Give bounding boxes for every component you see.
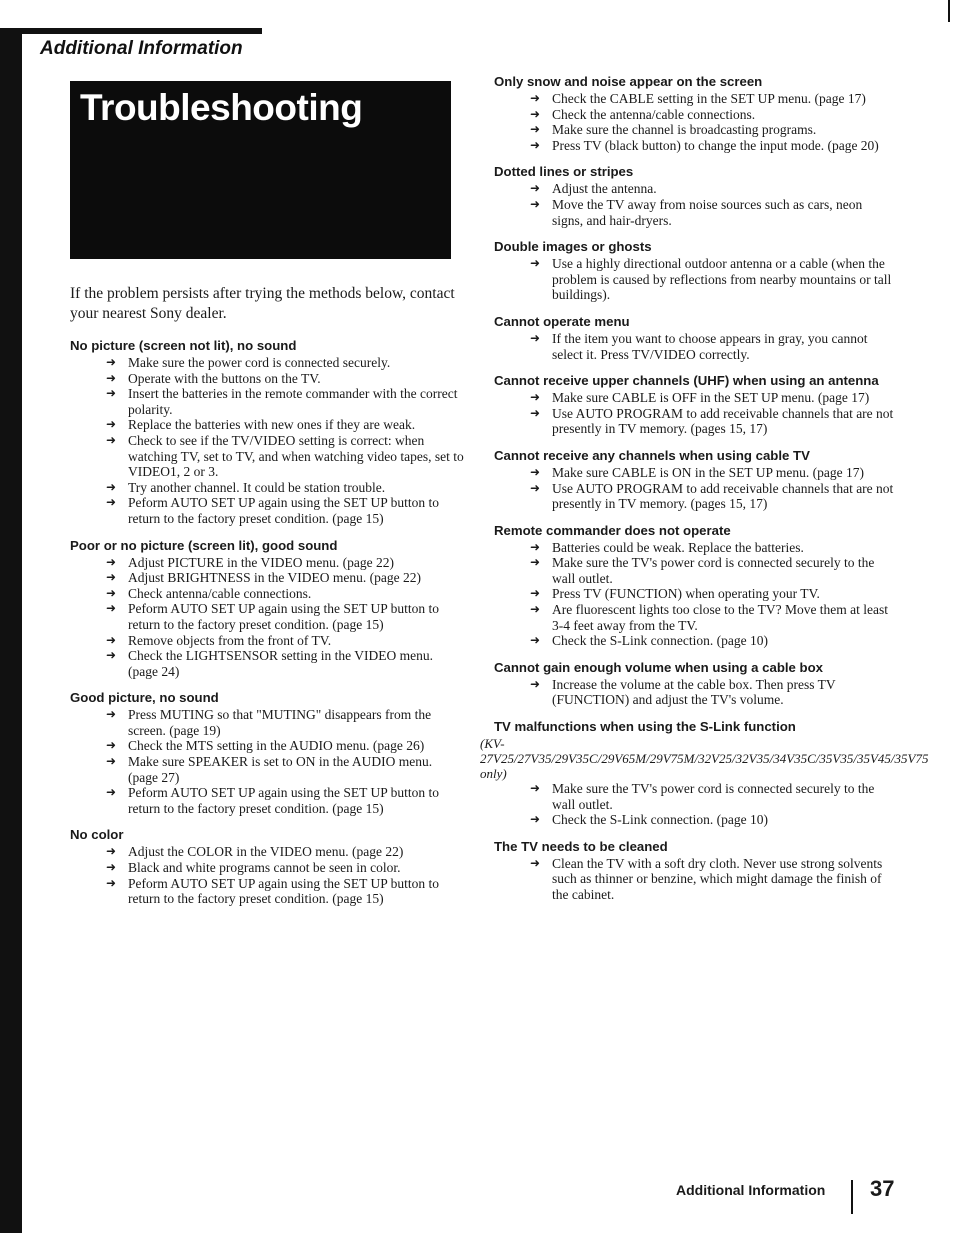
- right-column: [480, 74, 929, 914]
- troubleshooting-section: [494, 239, 894, 303]
- remedy-item: ➜ Peform AUTO SET UP again using the SET UP button to return to the factory preset condition. (page 15): [128, 785, 465, 816]
- troubleshooting-section: [494, 314, 894, 362]
- troubleshooting-section: [494, 660, 894, 708]
- right-sections: [480, 74, 929, 903]
- section-heading: No color: [70, 827, 124, 843]
- remedy-list: [70, 355, 465, 527]
- remedy-item: ➜ Make sure the TV's power cord is connected securely to the wall outlet.: [552, 781, 894, 812]
- section-heading: The TV needs to be cleaned: [494, 838, 668, 854]
- section-heading: Poor or no picture (screen lit), good sound: [70, 537, 338, 553]
- remedy-item: ➜ Use AUTO PROGRAM to add receivable channels that are not presently in TV memory. (pages 15, 17): [552, 481, 894, 512]
- remedy-item: ➜ Move the TV away from noise sources such as cars, neon signs, and hair-dryers.: [552, 197, 894, 228]
- section-heading: Cannot gain enough volume when using a cable box: [494, 659, 823, 675]
- remedy-item: ➜ Check antenna/cable connections.: [128, 586, 465, 602]
- section-heading: Cannot receive any channels when using cable TV: [494, 447, 810, 463]
- section-heading: Remote commander does not operate: [494, 522, 731, 538]
- troubleshooting-section: [70, 690, 465, 816]
- title-banner: [70, 81, 451, 259]
- remedy-item: ➜ Adjust the COLOR in the VIDEO menu. (page 22): [128, 844, 465, 860]
- remedy-item: ➜ Try another channel. It could be station trouble.: [128, 480, 465, 496]
- section-heading: Cannot operate menu: [494, 313, 630, 329]
- remedy-item: ➜ Batteries could be weak. Replace the batteries.: [552, 540, 894, 556]
- remedy-item: ➜ Press MUTING so that "MUTING" disappears from the screen. (page 19): [128, 707, 465, 738]
- troubleshooting-section: [70, 827, 465, 906]
- section-heading: No picture (screen not lit), no sound: [70, 338, 297, 353]
- remedy-item: ➜ Press TV (FUNCTION) when operating your TV.: [552, 586, 894, 602]
- section-label: Additional Information: [40, 38, 243, 59]
- remedy-item: ➜ Use AUTO PROGRAM to add receivable channels that are not presently in TV memory. (pages 15, 17): [552, 406, 894, 437]
- remedy-item: ➜ Use a highly directional outdoor antenna or a cable (when the problem is caused by reflections from nearby mountains or tall buildings).: [552, 256, 894, 303]
- header-rule: [22, 28, 262, 34]
- remedy-item: ➜ Make sure CABLE is ON in the SET UP menu. (page 17): [552, 465, 894, 481]
- troubleshooting-section: [494, 74, 894, 153]
- remedy-item: ➜ Clean the TV with a soft dry cloth. Never use strong solvents such as thinner or benzine, which might damage the finish of the cabinet.: [552, 856, 894, 903]
- remedy-item: ➜ Adjust BRIGHTNESS in the VIDEO menu. (page 22): [128, 570, 465, 586]
- remedy-item: ➜ Make sure the channel is broadcasting programs.: [552, 122, 894, 138]
- remedy-item: ➜ Check the antenna/cable connections.: [552, 107, 894, 123]
- remedy-list: [494, 91, 894, 153]
- model-list: (KV-27V25/27V35/29V35C/29V65M/29V75M/32V25/32V35/34V35C/35V35/35V45/35V75 only): [480, 736, 929, 782]
- remedy-item: ➜ Check the CABLE setting in the SET UP menu. (page 17): [552, 91, 894, 107]
- remedy-list: [494, 331, 894, 362]
- remedy-item: ➜ Check the MTS setting in the AUDIO menu. (page 26): [128, 738, 465, 754]
- remedy-item: ➜ Peform AUTO SET UP again using the SET UP button to return to the factory preset condition. (page 15): [128, 601, 465, 632]
- remedy-item: ➜ Check the S-Link connection. (page 10): [552, 812, 894, 828]
- left-column: [70, 284, 465, 918]
- remedy-item: ➜ Check the LIGHTSENSOR setting in the VIDEO menu. (page 24): [128, 648, 465, 679]
- section-heading: Good picture, no sound: [70, 690, 219, 706]
- page-title: Troubleshooting: [80, 87, 363, 128]
- remedy-item: ➜ Remove objects from the front of TV.: [128, 633, 465, 649]
- remedy-item: ➜ If the item you want to choose appears in gray, you cannot select it. Press TV/VIDEO correctly.: [552, 331, 894, 362]
- remedy-list: [494, 677, 894, 708]
- footer-label: Additional Information: [676, 1182, 826, 1198]
- remedy-list: [494, 781, 894, 828]
- section-heading: TV malfunctions when using the S-Link function: [494, 719, 796, 735]
- footer-divider: [851, 1180, 853, 1214]
- troubleshooting-section: [494, 164, 894, 228]
- remedy-item: ➜ Adjust PICTURE in the VIDEO menu. (page 22): [128, 555, 465, 571]
- remedy-item: ➜ Peform AUTO SET UP again using the SET UP button to return to the factory preset condition. (page 15): [128, 495, 465, 526]
- remedy-list: [494, 390, 894, 437]
- section-heading: Cannot receive upper channels (UHF) when using an antenna: [494, 373, 879, 389]
- troubleshooting-section: [494, 839, 894, 903]
- troubleshooting-section: [480, 719, 929, 828]
- remedy-item: ➜ Insert the batteries in the remote commander with the correct polarity.: [128, 386, 465, 417]
- remedy-item: ➜ Make sure the power cord is connected securely.: [128, 355, 465, 371]
- remedy-item: ➜ Operate with the buttons on the TV.: [128, 371, 465, 387]
- troubleshooting-section: [494, 448, 894, 512]
- left-sections: [70, 338, 465, 907]
- remedy-item: ➜ Are fluorescent lights too close to the TV? Move them at least 3-4 feet away from the TV.: [552, 602, 894, 633]
- remedy-list: [494, 256, 894, 303]
- troubleshooting-section: [70, 538, 465, 680]
- intro-text: If the problem persists after trying the methods below, contact your nearest Sony dealer.: [70, 285, 455, 322]
- margin-tick: [948, 0, 950, 22]
- remedy-item: ➜ Replace the batteries with new ones if they are weak.: [128, 417, 465, 433]
- remedy-item: ➜ Black and white programs cannot be seen in color.: [128, 860, 465, 876]
- remedy-list: [70, 707, 465, 816]
- section-heading: Only snow and noise appear on the screen: [494, 74, 763, 89]
- page-number: 37: [870, 1176, 895, 1201]
- remedy-item: ➜ Make sure the TV's power cord is connected securely to the wall outlet.: [552, 555, 894, 586]
- remedy-list: [494, 540, 894, 649]
- remedy-item: ➜ Check the S-Link connection. (page 10): [552, 633, 894, 649]
- remedy-list: [494, 181, 894, 228]
- remedy-item: ➜ Adjust the antenna.: [552, 181, 894, 197]
- troubleshooting-section: [494, 523, 894, 649]
- remedy-item: ➜ Check to see if the TV/VIDEO setting is correct: when watching TV, set to TV, and when watching video tapes, set to VIDEO1, 2 or 3.: [128, 433, 465, 480]
- remedy-item: ➜ Peform AUTO SET UP again using the SET UP button to return to the factory preset condition. (page 15): [128, 876, 465, 907]
- troubleshooting-section: [70, 338, 465, 527]
- remedy-item: ➜ Press TV (black button) to change the input mode. (page 20): [552, 138, 894, 154]
- remedy-list: [494, 856, 894, 903]
- remedy-list: [70, 555, 465, 680]
- remedy-list: [70, 844, 465, 906]
- section-heading: Dotted lines or stripes: [494, 164, 634, 180]
- remedy-item: ➜ Make sure SPEAKER is set to ON in the AUDIO menu. (page 27): [128, 754, 465, 785]
- remedy-item: ➜ Make sure CABLE is OFF in the SET UP menu. (page 17): [552, 390, 894, 406]
- troubleshooting-section: [494, 373, 894, 437]
- left-edge-bar: [0, 28, 22, 1233]
- section-heading: Double images or ghosts: [494, 239, 652, 255]
- remedy-list: [494, 465, 894, 512]
- remedy-item: ➜ Increase the volume at the cable box. Then press TV (FUNCTION) and adjust the TV's volume.: [552, 677, 894, 708]
